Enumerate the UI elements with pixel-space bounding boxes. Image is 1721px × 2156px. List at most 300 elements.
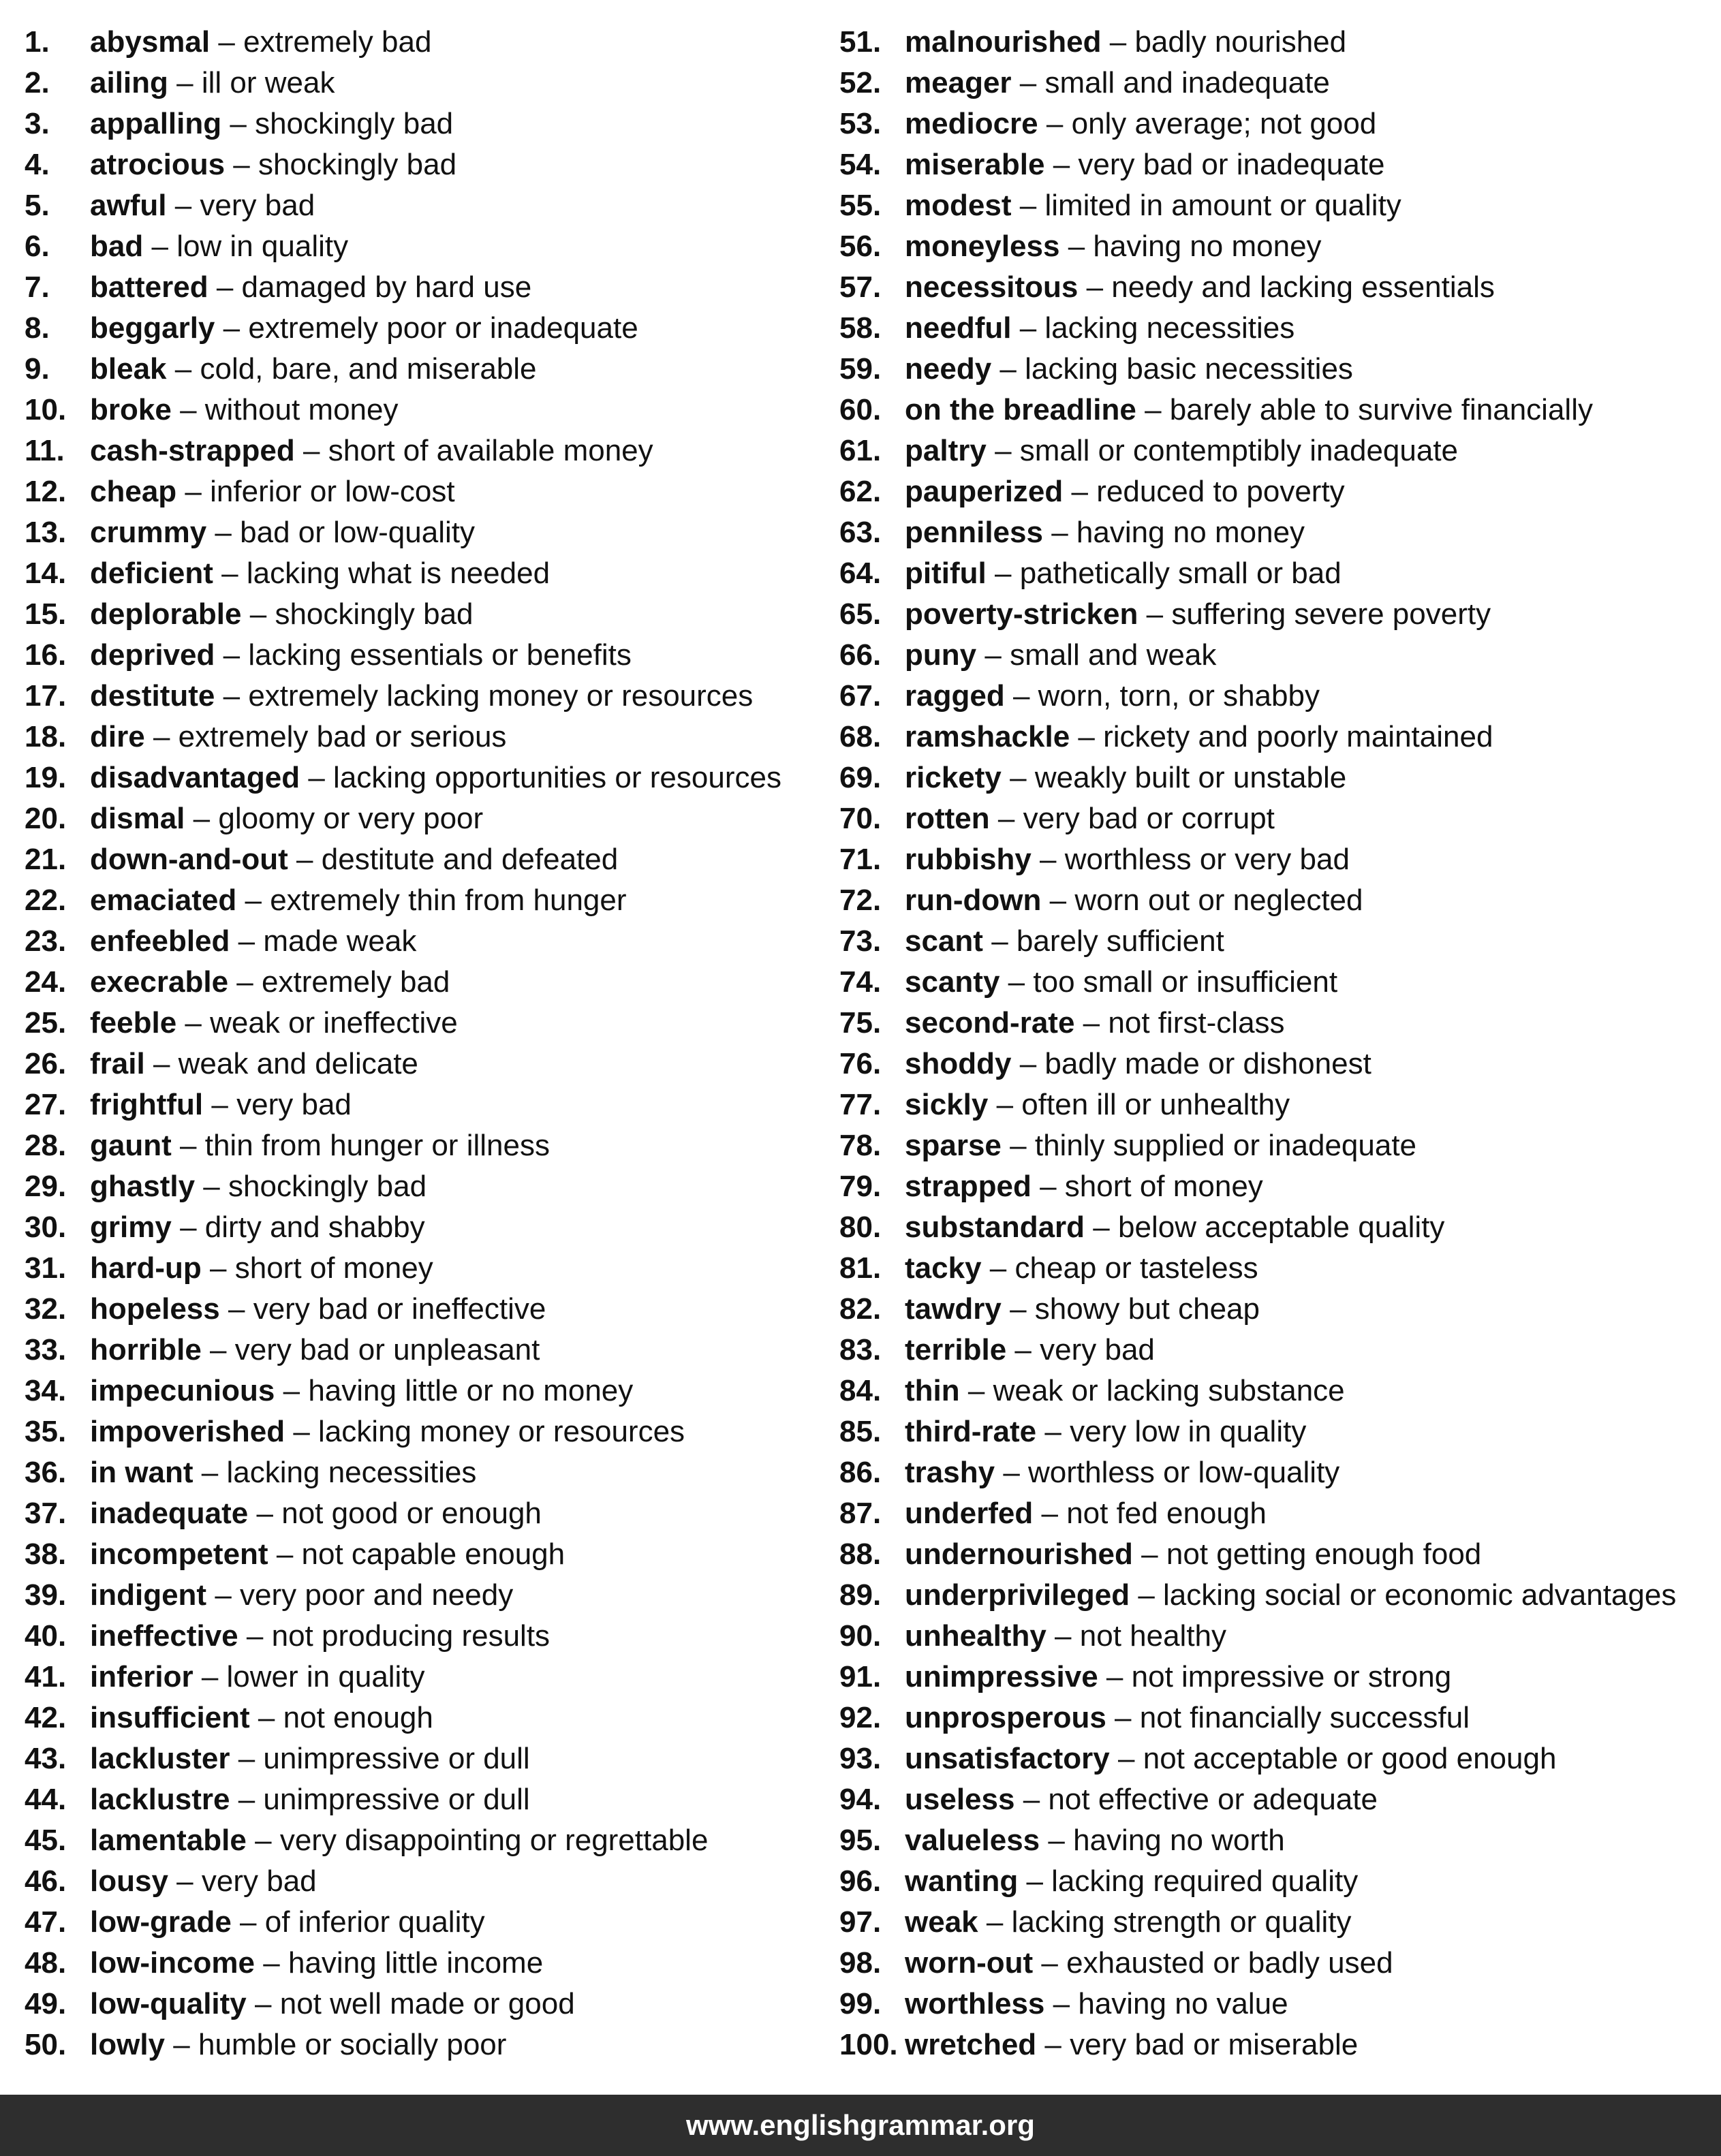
item-definition: not effective or adequate xyxy=(1048,1783,1378,1816)
list-item xyxy=(839,1289,1718,1330)
item-dash: – xyxy=(1086,270,1104,304)
item-word: deprived xyxy=(90,638,215,672)
item-number: 43. xyxy=(25,1742,67,1775)
item-definition: not capable enough xyxy=(301,1537,565,1571)
item-dash: – xyxy=(1041,1497,1058,1530)
list-item xyxy=(839,1534,1718,1575)
item-definition: not impressive or strong xyxy=(1131,1660,1452,1693)
item-definition: suffering severe poverty xyxy=(1171,597,1491,631)
item-dash: – xyxy=(1109,25,1127,59)
list-item xyxy=(839,1861,1718,1902)
list-item xyxy=(839,798,1718,839)
item-word: disadvantaged xyxy=(90,761,300,794)
item-number: 50. xyxy=(25,2028,67,2061)
item-word: wretched xyxy=(905,2028,1037,2061)
item-word: needful xyxy=(905,311,1012,345)
list-item xyxy=(25,1657,815,1698)
item-word: frightful xyxy=(90,1088,204,1121)
item-number: 53. xyxy=(839,107,882,140)
item-word: unimpressive xyxy=(905,1660,1098,1693)
item-dash: – xyxy=(201,1456,219,1489)
item-dash: – xyxy=(210,1251,227,1285)
item-word: low-income xyxy=(90,1946,255,1980)
list-item xyxy=(25,1575,815,1616)
item-number: 99. xyxy=(839,1987,882,2020)
item-dash: – xyxy=(1068,230,1085,263)
item-word: low-grade xyxy=(90,1905,232,1939)
item-word: run-down xyxy=(905,884,1042,917)
item-dash: – xyxy=(255,1987,272,2020)
item-dash: – xyxy=(303,434,320,467)
item-definition: not good or enough xyxy=(281,1497,542,1530)
item-word: abysmal xyxy=(90,25,211,59)
item-definition: very low in quality xyxy=(1070,1415,1307,1448)
item-definition: lacking required quality xyxy=(1051,1864,1359,1898)
item-definition: weak or ineffective xyxy=(210,1006,458,1040)
item-dash: – xyxy=(994,557,1012,590)
item-definition: lacking basic necessities xyxy=(1025,352,1353,386)
item-word: beggarly xyxy=(90,311,215,345)
item-number: 22. xyxy=(25,884,67,917)
item-word: impecunious xyxy=(90,1374,275,1407)
item-dash: – xyxy=(986,1905,1004,1939)
item-definition: weak and delicate xyxy=(178,1047,418,1080)
item-definition: extremely thin from hunger xyxy=(270,884,627,917)
list-item xyxy=(839,1084,1718,1125)
item-number: 12. xyxy=(25,475,67,508)
list-item xyxy=(25,22,815,63)
list-item xyxy=(839,962,1718,1003)
list-item xyxy=(839,1411,1718,1452)
item-number: 6. xyxy=(25,230,50,263)
item-word: in want xyxy=(90,1456,193,1489)
item-word: lowly xyxy=(90,2028,166,2061)
item-number: 76. xyxy=(839,1047,882,1080)
item-dash: – xyxy=(211,1088,228,1121)
list-item xyxy=(839,1698,1718,1738)
item-word: inadequate xyxy=(90,1497,249,1530)
item-dash: – xyxy=(1010,1292,1027,1326)
item-word: weak xyxy=(905,1905,978,1939)
item-word: meager xyxy=(905,66,1012,99)
item-word: miserable xyxy=(905,148,1045,181)
list-item xyxy=(25,185,815,226)
list-item xyxy=(25,144,815,185)
item-number: 97. xyxy=(839,1905,882,1939)
item-word: poverty-stricken xyxy=(905,597,1138,631)
item-number: 61. xyxy=(839,434,882,467)
item-word: dismal xyxy=(90,802,185,835)
item-word: execrable xyxy=(90,965,229,999)
item-number: 29. xyxy=(25,1170,67,1203)
item-dash: – xyxy=(223,679,241,713)
item-word: horrible xyxy=(90,1333,202,1366)
item-definition: bad or low-quality xyxy=(240,516,475,549)
item-word: ragged xyxy=(905,679,1005,713)
list-item xyxy=(25,717,815,757)
item-definition: only average; not good xyxy=(1071,107,1377,140)
item-definition: not financially successful xyxy=(1139,1701,1470,1734)
list-item xyxy=(839,267,1718,308)
item-dash: – xyxy=(1055,1619,1072,1653)
item-definition: very bad or miserable xyxy=(1070,2028,1359,2061)
list-item xyxy=(839,1248,1718,1289)
item-definition: very bad xyxy=(200,189,315,222)
list-item xyxy=(839,22,1718,63)
item-definition: not getting enough food xyxy=(1166,1537,1482,1571)
item-word: third-rate xyxy=(905,1415,1037,1448)
item-word: lacklustre xyxy=(90,1783,230,1816)
item-dash: – xyxy=(1118,1742,1135,1775)
item-word: ghastly xyxy=(90,1170,196,1203)
item-dash: – xyxy=(1106,1660,1123,1693)
item-number: 58. xyxy=(839,311,882,345)
item-dash: – xyxy=(153,720,170,753)
item-word: tacky xyxy=(905,1251,982,1285)
item-definition: worthless or very bad xyxy=(1064,843,1350,876)
item-dash: – xyxy=(283,1374,300,1407)
list-item xyxy=(25,308,815,349)
item-number: 31. xyxy=(25,1251,67,1285)
item-definition: short of money xyxy=(1064,1170,1263,1203)
item-number: 73. xyxy=(839,924,882,958)
item-word: needy xyxy=(905,352,992,386)
list-item xyxy=(25,1779,815,1820)
item-dash: – xyxy=(185,1006,202,1040)
list-item xyxy=(839,63,1718,104)
item-dash: – xyxy=(995,434,1012,467)
list-item xyxy=(839,1452,1718,1493)
item-dash: – xyxy=(1041,1946,1058,1980)
item-definition: inferior or low-cost xyxy=(210,475,455,508)
item-word: ailing xyxy=(90,66,168,99)
item-dash: – xyxy=(245,884,262,917)
list-item xyxy=(25,471,815,512)
item-definition: lacking social or economic advantages xyxy=(1163,1578,1677,1612)
list-item xyxy=(839,1575,1718,1616)
item-word: tawdry xyxy=(905,1292,1002,1326)
item-definition: very poor and needy xyxy=(240,1578,514,1612)
item-dash: – xyxy=(1019,66,1037,99)
item-definition: lacking necessities xyxy=(1044,311,1295,345)
item-word: ramshackle xyxy=(905,720,1070,753)
item-number: 66. xyxy=(839,638,882,672)
item-word: incompetent xyxy=(90,1537,268,1571)
item-definition: not enough xyxy=(283,1701,433,1734)
list-item xyxy=(25,1534,815,1575)
item-definition: having no value xyxy=(1078,1987,1288,2020)
list-item xyxy=(839,1779,1718,1820)
item-number: 25. xyxy=(25,1006,67,1040)
item-dash: – xyxy=(1115,1701,1132,1734)
item-word: destitute xyxy=(90,679,215,713)
item-number: 49. xyxy=(25,1987,67,2020)
item-definition: made weak xyxy=(263,924,417,958)
item-word: underprivileged xyxy=(905,1578,1130,1612)
item-definition: badly nourished xyxy=(1134,25,1347,59)
item-word: low-quality xyxy=(90,1987,247,2020)
item-word: ineffective xyxy=(90,1619,238,1653)
item-word: pauperized xyxy=(905,475,1064,508)
list-item xyxy=(839,471,1718,512)
item-dash: – xyxy=(996,1088,1014,1121)
item-dash: – xyxy=(1044,2028,1061,2061)
item-dash: – xyxy=(185,475,202,508)
list-item xyxy=(839,1902,1718,1943)
item-number: 59. xyxy=(839,352,882,386)
item-definition: lacking what is needed xyxy=(246,557,551,590)
item-number: 60. xyxy=(839,393,882,426)
item-dash: – xyxy=(230,107,247,140)
item-dash: – xyxy=(1046,107,1064,140)
list-item xyxy=(25,1207,815,1248)
item-dash: – xyxy=(180,1129,197,1162)
list-item xyxy=(839,1044,1718,1084)
list-item xyxy=(839,1738,1718,1779)
item-word: deficient xyxy=(90,557,213,590)
item-number: 93. xyxy=(839,1742,882,1775)
item-definition: short of available money xyxy=(328,434,653,467)
item-definition: cold, bare, and miserable xyxy=(200,352,537,386)
item-number: 35. xyxy=(25,1415,67,1448)
item-dash: – xyxy=(1026,1864,1043,1898)
item-dash: – xyxy=(1141,1537,1158,1571)
item-number: 90. xyxy=(839,1619,882,1653)
item-word: mediocre xyxy=(905,107,1038,140)
item-dash: – xyxy=(293,1415,310,1448)
list-item xyxy=(839,1984,1718,2025)
item-number: 78. xyxy=(839,1129,882,1162)
item-definition: shockingly bad xyxy=(255,107,454,140)
item-word: grimy xyxy=(90,1210,172,1244)
item-number: 30. xyxy=(25,1210,67,1244)
word-list xyxy=(0,22,1721,2065)
item-number: 24. xyxy=(25,965,67,999)
item-dash: – xyxy=(1053,148,1070,181)
list-item xyxy=(839,390,1718,431)
item-definition: shockingly bad xyxy=(258,148,457,181)
item-dash: – xyxy=(263,1946,280,1980)
item-number: 91. xyxy=(839,1660,882,1693)
item-definition: extremely bad xyxy=(262,965,450,999)
item-number: 98. xyxy=(839,1946,882,1980)
list-item xyxy=(839,880,1718,921)
item-number: 38. xyxy=(25,1537,67,1571)
item-dash: – xyxy=(215,1578,232,1612)
item-definition: lacking necessities xyxy=(226,1456,477,1489)
item-word: on the breadline xyxy=(905,393,1136,426)
item-number: 39. xyxy=(25,1578,67,1612)
item-number: 10. xyxy=(25,393,67,426)
list-item xyxy=(839,1125,1718,1166)
item-definition: very bad or corrupt xyxy=(1023,802,1275,835)
item-definition: very bad xyxy=(1040,1333,1155,1366)
word-list-right-column xyxy=(839,22,1718,2065)
item-dash: – xyxy=(176,66,193,99)
list-item xyxy=(839,553,1718,594)
list-item xyxy=(25,1861,815,1902)
item-number: 79. xyxy=(839,1170,882,1203)
footer-url[interactable]: www.englishgrammar.org xyxy=(686,2109,1035,2141)
item-number: 69. xyxy=(839,761,882,794)
list-item xyxy=(839,2025,1718,2065)
item-number: 41. xyxy=(25,1660,67,1693)
item-word: broke xyxy=(90,393,172,426)
item-number: 9. xyxy=(25,352,50,386)
item-dash: – xyxy=(218,25,235,59)
item-word: rotten xyxy=(905,802,990,835)
item-dash: – xyxy=(1014,1333,1032,1366)
item-number: 80. xyxy=(839,1210,882,1244)
item-definition: small and inadequate xyxy=(1044,66,1330,99)
item-number: 54. xyxy=(839,148,882,181)
item-dash: – xyxy=(1019,1047,1037,1080)
item-word: terrible xyxy=(905,1333,1007,1366)
list-item xyxy=(25,1044,815,1084)
list-item xyxy=(25,1248,815,1289)
item-word: scant xyxy=(905,924,983,958)
item-word: lamentable xyxy=(90,1824,247,1857)
list-item xyxy=(839,1657,1718,1698)
item-number: 96. xyxy=(839,1864,882,1898)
item-definition: extremely bad xyxy=(243,25,432,59)
item-number: 18. xyxy=(25,720,67,753)
item-word: unprosperous xyxy=(905,1701,1106,1734)
item-number: 45. xyxy=(25,1824,67,1857)
item-dash: – xyxy=(1008,965,1025,999)
list-item xyxy=(839,1493,1718,1534)
item-word: scanty xyxy=(905,965,1000,999)
item-dash: – xyxy=(1093,1210,1110,1244)
item-definition: very bad or unpleasant xyxy=(234,1333,540,1366)
item-number: 55. xyxy=(839,189,882,222)
item-word: gaunt xyxy=(90,1129,172,1162)
item-dash: – xyxy=(967,1374,985,1407)
list-item xyxy=(839,1943,1718,1984)
item-number: 7. xyxy=(25,270,50,304)
list-item xyxy=(839,757,1718,798)
item-word: cash-strapped xyxy=(90,434,295,467)
item-definition: weak or lacking substance xyxy=(993,1374,1345,1407)
item-dash: – xyxy=(174,352,192,386)
item-word: crummy xyxy=(90,516,207,549)
item-dash: – xyxy=(1078,720,1095,753)
list-item xyxy=(25,1371,815,1411)
list-item xyxy=(25,2025,815,2065)
item-number: 42. xyxy=(25,1701,67,1734)
item-dash: – xyxy=(1012,679,1030,713)
list-item xyxy=(25,1943,815,1984)
list-item xyxy=(25,1452,815,1493)
item-definition: lacking essentials or benefits xyxy=(248,638,632,672)
list-item xyxy=(839,431,1718,471)
item-word: moneyless xyxy=(905,230,1060,263)
item-dash: – xyxy=(1049,884,1067,917)
item-definition: low in quality xyxy=(176,230,349,263)
item-dash: – xyxy=(153,1047,170,1080)
item-number: 16. xyxy=(25,638,67,672)
item-word: pitiful xyxy=(905,557,987,590)
list-item xyxy=(25,1493,815,1534)
item-word: emaciated xyxy=(90,884,237,917)
item-word: wanting xyxy=(905,1864,1019,1898)
item-word: battered xyxy=(90,270,208,304)
item-definition: small or contemptibly inadequate xyxy=(1019,434,1459,467)
item-dash: – xyxy=(180,393,197,426)
item-word: worthless xyxy=(905,1987,1045,2020)
item-dash: – xyxy=(1145,393,1162,426)
item-number: 87. xyxy=(839,1497,882,1530)
item-dash: – xyxy=(203,1170,220,1203)
item-definition: not producing results xyxy=(271,1619,551,1653)
item-word: impoverished xyxy=(90,1415,285,1448)
item-dash: – xyxy=(201,1660,219,1693)
item-number: 72. xyxy=(839,884,882,917)
list-item xyxy=(839,1371,1718,1411)
item-definition: having little income xyxy=(288,1946,544,1980)
item-dash: – xyxy=(223,311,241,345)
item-dash: – xyxy=(240,1905,257,1939)
item-definition: dirty and shabby xyxy=(204,1210,425,1244)
item-word: bleak xyxy=(90,352,167,386)
list-item xyxy=(25,1902,815,1943)
item-dash: – xyxy=(193,802,211,835)
item-word: trashy xyxy=(905,1456,995,1489)
list-item xyxy=(25,349,815,390)
item-dash: – xyxy=(238,1742,255,1775)
item-dash: – xyxy=(238,924,255,958)
list-item xyxy=(25,267,815,308)
item-number: 13. xyxy=(25,516,67,549)
footer-bar xyxy=(0,2095,1721,2156)
item-word: indigent xyxy=(90,1578,207,1612)
item-dash: – xyxy=(1019,189,1037,222)
item-number: 57. xyxy=(839,270,882,304)
list-item xyxy=(25,553,815,594)
item-number: 17. xyxy=(25,679,67,713)
item-definition: worn out or neglected xyxy=(1074,884,1363,917)
item-word: deplorable xyxy=(90,597,242,631)
item-number: 56. xyxy=(839,230,882,263)
item-dash: – xyxy=(151,230,168,263)
item-definition: thinly supplied or inadequate xyxy=(1034,1129,1417,1162)
item-word: sickly xyxy=(905,1088,989,1121)
item-number: 92. xyxy=(839,1701,882,1734)
list-item xyxy=(25,226,815,267)
list-item xyxy=(25,1330,815,1371)
item-number: 82. xyxy=(839,1292,882,1326)
item-definition: shockingly bad xyxy=(275,597,474,631)
item-definition: not well made or good xyxy=(279,1987,575,2020)
item-number: 15. xyxy=(25,597,67,631)
item-dash: – xyxy=(1051,516,1068,549)
list-item xyxy=(839,1003,1718,1044)
item-dash: – xyxy=(249,597,267,631)
item-definition: having little or no money xyxy=(308,1374,634,1407)
item-dash: – xyxy=(255,1824,272,1857)
item-number: 47. xyxy=(25,1905,67,1939)
list-item xyxy=(839,185,1718,226)
item-word: enfeebled xyxy=(90,924,230,958)
item-definition: gloomy or very poor xyxy=(218,802,484,835)
item-word: sparse xyxy=(905,1129,1002,1162)
item-definition: not healthy xyxy=(1079,1619,1227,1653)
item-number: 44. xyxy=(25,1783,67,1816)
item-definition: of inferior quality xyxy=(264,1905,485,1939)
list-item xyxy=(25,1411,815,1452)
item-definition: having no money xyxy=(1076,516,1305,549)
item-number: 67. xyxy=(839,679,882,713)
